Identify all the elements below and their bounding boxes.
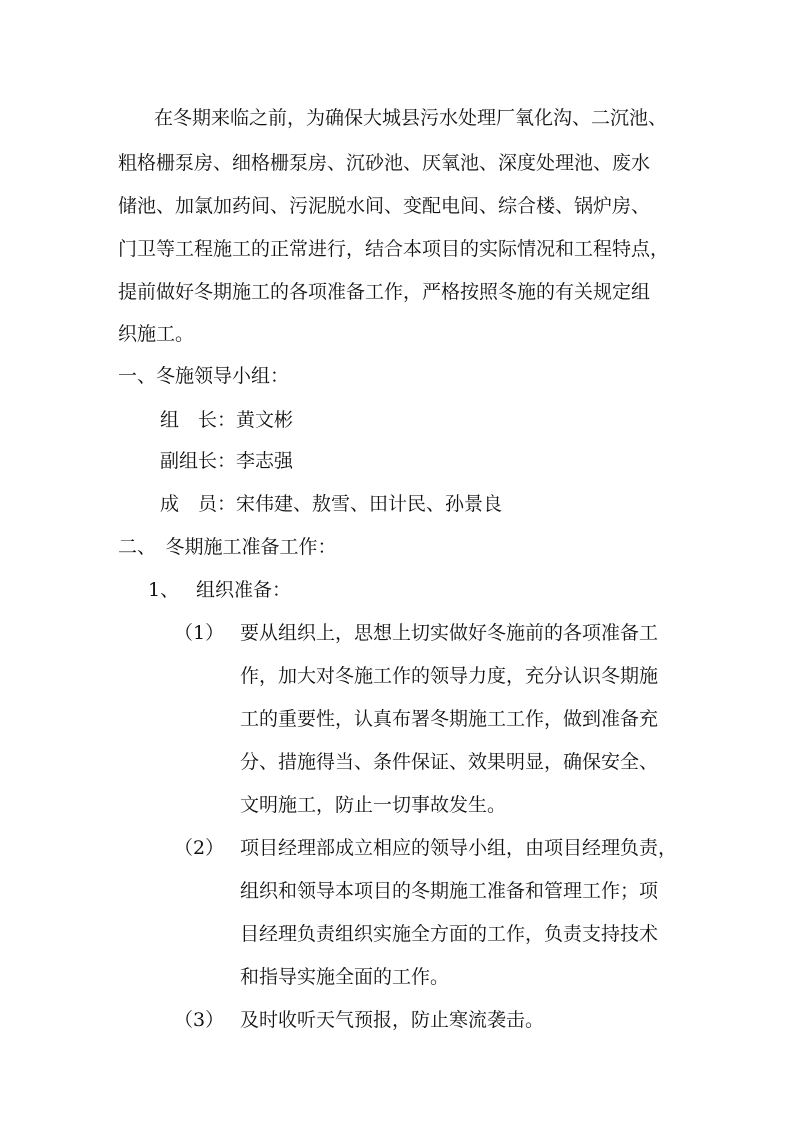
member-line: 组 长：黄文彬 [160, 409, 294, 431]
section-heading: 一、冬施领导小组： [118, 365, 290, 387]
item-line: 组织和领导本项目的冬期施工准备和管理工作；项 [240, 880, 659, 902]
intro-line: 粗格栅泵房、细格栅泵房、沉砂池、厌氧池、深度处理池、废水 [118, 152, 651, 174]
intro-line: 提前做好冬期施工的各项准备工作，严格按照冬施的有关规定组 [118, 281, 651, 303]
item-line: 文明施工，防止一切事故发生。 [240, 794, 507, 816]
item-line: 作，加大对冬施工作的领导力度，充分认识冬期施 [240, 665, 659, 687]
item-line: 要从组织上，思想上切实做好冬施前的各项准备工 [240, 622, 659, 644]
intro-line: 在冬期来临之前，为确保大城县污水处理厂氧化沟、二沉池、 [154, 107, 668, 129]
item-line: 工的重要性，认真布署冬期施工工作，做到准备充 [240, 708, 659, 730]
intro-line: 门卫等工程施工的正常进行，结合本项目的实际情况和工程特点， [118, 238, 670, 260]
item-line: 分、措施得当、条件保证、效果明显，确保安全、 [240, 751, 659, 773]
item-line: 及时收听天气预报，防止寒流袭击。 [240, 1009, 545, 1031]
item-number: （2） [174, 837, 225, 859]
item-line: 目经理负责组织实施全方面的工作，负责支持技术 [240, 923, 659, 945]
subsection-title: 组织准备： [196, 579, 292, 601]
intro-line: 织施工。 [118, 323, 195, 345]
intro-line: 储池、加氯加药间、污泥脱水间、变配电间、综合楼、锅炉房、 [118, 195, 651, 217]
item-line: 项目经理部成立相应的领导小组，由项目经理负责， [240, 837, 678, 859]
subsection-number: 1、 [148, 579, 180, 601]
item-number: （3） [174, 1009, 225, 1031]
section-heading: 二、 冬期施工准备工作： [118, 536, 337, 558]
member-line: 副组长：李志强 [160, 450, 294, 472]
item-line: 和指导实施全面的工作。 [240, 966, 450, 988]
item-number: （1） [174, 622, 225, 644]
member-line: 成 员：宋伟建、敖雪、田计民、孙景良 [160, 493, 503, 515]
